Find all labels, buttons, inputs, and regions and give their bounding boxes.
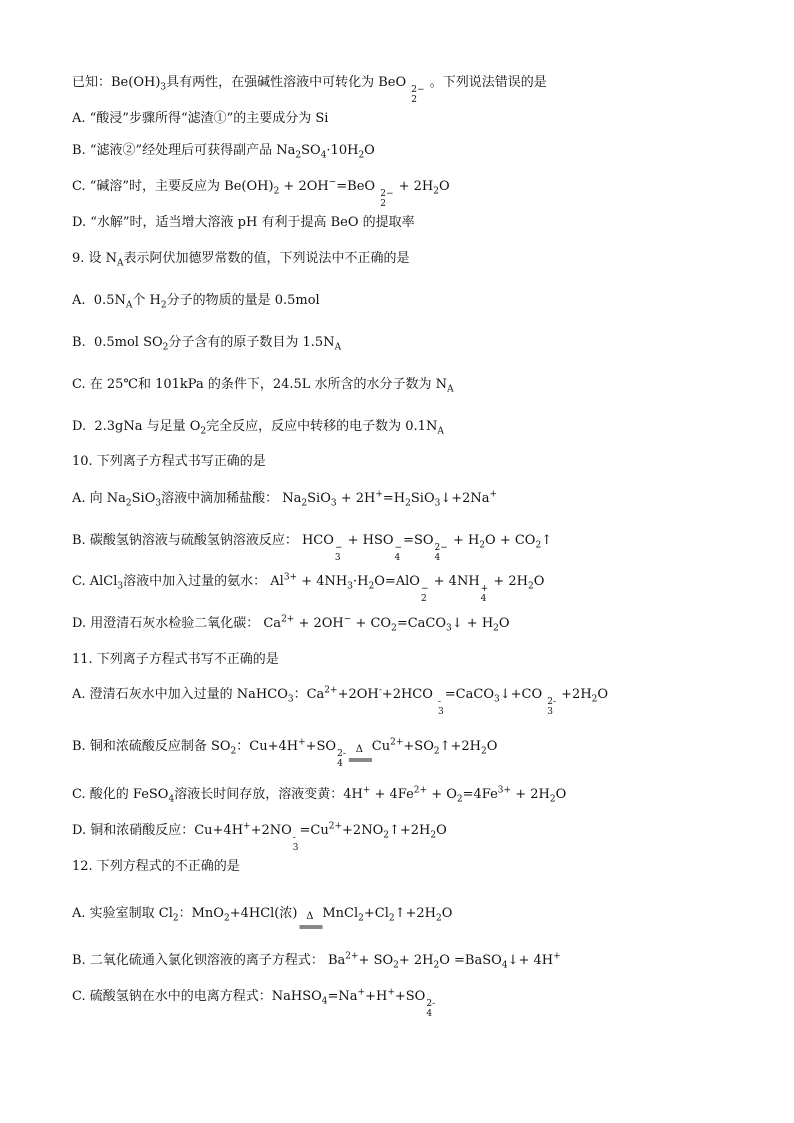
subscript: 3 [446,623,452,634]
charge-superscript: + [480,584,489,594]
charge-subscript: 3 [438,707,444,717]
text-segment: O [555,787,567,802]
subscript: 2 [430,830,437,841]
text-segment: A. 实验室制取 Cl [72,906,173,921]
subscript: 2 [223,913,230,924]
text-line [72,74,547,105]
text-segment: A. 澄清石灰水中加入过量的 NaHCO [72,687,288,702]
text-line [72,453,266,471]
subscript: 2 [405,498,411,509]
text-line [72,214,415,232]
subscript: 2 [388,913,395,924]
text-line [72,250,410,268]
text-segment: =Na [327,989,358,1004]
subscript: 2 [358,913,364,924]
text-segment: +H [365,989,388,1004]
text-segment: D. “水解”时，适当增大溶液 pH 有利于提高 BeO 的提取率 [72,215,415,230]
text-segment: + 2H [336,491,376,506]
text-segment: D. 铜和浓硝酸反应：Cu+4H [72,823,244,838]
reaction-condition-equals [299,911,320,933]
text-segment: + 4NH [297,574,348,589]
subscript: 3 [330,498,337,509]
text-segment: =H [382,491,406,506]
charge-stack [380,189,393,209]
subscript: 3 [434,498,441,509]
text-line [72,651,279,669]
text-segment: =BeO [336,179,380,194]
charge-superscript: 2- [337,749,346,759]
text-segment: 溶液中滴加稀盐酸： Na [161,491,302,506]
text-segment: C. 硫酸氢钠在水中的电离方程式：NaHSO [72,989,322,1004]
heat-condition: Δ [306,911,314,922]
subscript: 2 [391,623,397,634]
text-line [72,905,452,933]
charge-superscript: − [334,543,343,553]
text-segment: O + CO [485,533,536,548]
charge-superscript: - [438,697,442,707]
charge-subscript: 2 [420,594,427,604]
subscript: 2 [591,694,598,705]
subscript: 2 [535,540,542,551]
text-segment: O [486,739,498,754]
text-line [72,292,320,310]
subscript: 2 [433,746,440,757]
text-segment: +2NO [250,823,292,838]
text-segment: D. 用澄清石灰水检验二氧化碳： Ca [72,616,282,631]
text-segment: ↑+2H [388,823,431,838]
superscript: − [328,177,337,188]
text-segment: 个 H [132,293,161,308]
text-segment: 分子含有的原子数目为 1.5N [168,335,335,350]
subscript: 2 [273,186,280,197]
subscript: 4 [321,996,328,1007]
subscript: 2 [172,913,179,924]
text-segment: A. “酸浸”步骤所得“滤渣①”的主要成分为 Si [72,111,329,126]
text-segment: + SO [358,953,394,968]
text-segment: Cu [371,739,391,754]
subscript: 3 [155,498,162,509]
subscript: 2 [230,746,237,757]
text-segment: + 2H [398,953,434,968]
superscript: + [375,489,383,500]
subscript: 2 [301,498,308,509]
text-segment: + HSO [343,533,394,548]
text-segment: ↑+2H [394,906,437,921]
text-segment: B. “滤液②”经处理后可获得副产品 Na [72,143,296,158]
subscript: 2 [200,426,207,437]
text-line [72,952,561,970]
equals-bar: ════ [348,753,370,767]
text-segment: =CaCO [444,687,494,702]
charge-stack [435,543,448,563]
text-segment: 表示阿伏加德罗常数的值，下列说法中不正确的是 [123,251,410,266]
charge-superscript: 2− [434,543,448,553]
text-segment: ·10H [326,143,359,158]
heat-condition: Δ [355,744,363,755]
text-segment: +4HCl(浓) [229,906,298,921]
text-segment: ：Cu+4H [236,739,299,754]
text-segment: +2H [557,687,592,702]
text-segment: ：MnO [178,906,224,921]
subscript: 2 [358,150,365,161]
superscript: 2+ [345,951,359,962]
text-segment: 分子的物质的量是 0.5mol [166,293,320,308]
charge-stack [481,584,489,604]
subscript: 2 [383,830,389,841]
charge-subscript: 3 [334,553,341,563]
text-segment: + 2H [489,574,528,589]
superscript: + [553,951,561,962]
text-line [72,686,608,717]
text-segment: +2HCO [381,687,438,702]
subscript: A [117,258,124,269]
text-segment: O [441,906,453,921]
text-segment: 10. 下列离子方程式书写正确的是 [72,454,266,469]
charge-superscript: − [420,584,429,594]
text-segment: + 2H [394,179,434,194]
text-segment: + 4Fe [370,787,414,802]
text-segment: O [439,179,450,194]
text-segment: ↓+2Na [440,491,490,506]
superscript: + [243,821,251,832]
text-segment: A. 0.5N [72,293,126,308]
text-segment: + 2OH [294,616,344,631]
text-segment: C. AlCl [72,574,118,589]
superscript: 2+ [328,821,343,832]
text-segment: 溶液长时间存放，溶液变黄：4H [174,787,363,802]
subscript: 2 [549,794,556,805]
text-segment: MnCl [322,906,359,921]
text-segment: A. 向 Na [72,491,126,506]
text-segment: 具有两性，在强碱性溶液中可转化为 BeO [166,75,411,90]
text-segment: =Cu [299,823,329,838]
text-segment: + 2OH [279,179,329,194]
subscript: 2 [456,794,463,805]
text-segment: O [364,143,375,158]
equals-bar: ════ [299,920,321,934]
text-segment: + H [448,533,480,548]
text-segment: B. 碳酸氢钠溶液与硫酸氢钠溶液反应： HCO [72,533,334,548]
superscript: 3+ [497,785,512,796]
text-segment: 已知：Be(OH) [72,75,161,90]
charge-superscript: - [292,833,296,843]
text-segment: ：Ca [293,687,325,702]
text-segment: + O [427,787,457,802]
text-line [72,376,454,394]
charge-subscript: 4 [426,1009,433,1019]
superscript: + [362,785,371,796]
text-line [72,573,544,604]
subscript: 4 [168,794,175,805]
text-line [72,178,450,209]
superscript: 2+ [413,785,428,796]
superscript: + [387,987,395,998]
text-segment: +2NO [342,823,384,838]
charge-stack [337,749,346,769]
charge-superscript: − [394,543,403,553]
charge-superscript: 2- [547,697,557,707]
text-line [72,786,566,804]
text-segment: 。下列说法错误的是 [425,75,547,90]
charge-stack [395,543,403,563]
text-segment: 11. 下列离子方程式书写不正确的是 [72,652,279,667]
subscript: 3 [347,581,353,592]
text-line [72,615,510,633]
text-line [72,110,328,128]
text-segment: D. 2.3gNa 与足量 O [72,419,201,434]
charge-stack [293,833,299,853]
subscript: 2 [433,186,439,197]
text-segment: C. 酸化的 FeSO [72,787,169,802]
text-segment: SiO [131,491,156,506]
subscript: 2 [393,960,399,971]
subscript: 2 [162,342,169,353]
text-segment: ·H [352,574,369,589]
text-segment: ↓ + H [451,616,494,631]
reaction-condition-equals [349,744,370,766]
subscript: 2 [125,498,132,509]
superscript: + [357,987,366,998]
superscript: 2+ [390,737,404,748]
subscript: 3 [160,82,167,93]
text-line [72,822,447,853]
text-segment: B. 0.5mol SO [72,335,163,350]
superscript: + [298,737,306,748]
charge-subscript: 4 [394,553,401,563]
charge-subscript: 4 [434,553,441,563]
text-segment: SiO [410,491,435,506]
charge-stack [335,543,343,563]
subscript: A [447,384,454,395]
text-segment: +SO [403,739,434,754]
text-segment: + 4NH [429,574,480,589]
subscript: A [125,300,133,311]
charge-stack [421,584,429,604]
superscript: 3+ [283,572,298,583]
superscript: + [489,489,498,500]
superscript: 2+ [324,685,338,696]
charge-superscript: 2− [380,189,394,199]
text-line [72,142,375,160]
charge-subscript: 2 [380,199,386,209]
text-segment: B. 铜和浓硫酸反应制备 SO [72,739,231,754]
text-segment: C. “碱溶”时，主要反应为 Be(OH) [72,179,274,194]
text-segment: ↓+CO [499,687,547,702]
subscript: A [334,342,342,353]
text-segment: + CO [351,616,392,631]
text-segment: O [597,687,609,702]
charge-subscript: 4 [337,759,343,769]
subscript: 2 [481,746,487,757]
text-line [72,532,552,563]
charge-stack [411,85,424,105]
text-segment: 9. 设 N [72,251,118,266]
text-line [72,418,444,436]
subscript: 2 [433,960,440,971]
superscript: - [378,685,382,696]
charge-subscript: 4 [480,594,487,604]
charge-subscript: 3 [547,707,553,717]
subscript: 4 [320,150,327,161]
text-segment: + 2H [511,787,550,802]
charge-superscript: 2− [411,85,425,95]
text-segment: ↑+2H [439,739,481,754]
charge-stack [547,697,556,717]
text-segment: 完全反应，反应中转移的电子数为 0.1N [206,419,438,434]
text-line [72,988,436,1019]
subscript: 3 [117,581,124,592]
text-line [72,738,497,769]
charge-stack [426,999,435,1019]
subscript: A [437,426,444,437]
subscript: 4 [501,960,508,971]
text-segment: 12. 下列方程式的不正确的是 [72,859,240,874]
text-segment: ↑ [541,533,553,548]
subscript: 2 [295,150,302,161]
text-segment: +2OH [337,687,379,702]
text-segment: SO [301,143,321,158]
text-segment: O [533,574,545,589]
subscript: 2 [479,540,486,551]
text-segment: +Cl [363,906,389,921]
text-line [72,490,497,508]
text-segment: O [498,616,510,631]
text-segment: +SO [305,739,337,754]
text-segment: 溶液中加入过量的氨水： Al [123,574,284,589]
text-line [72,858,240,876]
text-segment: =SO [403,533,434,548]
text-segment: C. 在 25℃和 101kPa 的条件下，24.5L 水所含的水分子数为 N [72,377,448,392]
subscript: 2 [160,300,167,311]
text-line [72,334,341,352]
text-segment: =4Fe [462,787,498,802]
subscript: 2 [436,913,442,924]
superscript: − [343,614,352,625]
text-segment: SiO [307,491,331,506]
subscript: 2 [527,581,534,592]
subscript: 2 [493,623,499,634]
text-segment: =CaCO [396,616,447,631]
text-segment: O =BaSO [439,953,502,968]
text-segment: ↓+ 4H [507,953,554,968]
text-segment: B. 二氧化硫通入氯化钡溶液的离子方程式： Ba [72,953,346,968]
subscript: 3 [287,694,294,705]
text-segment: O [436,823,447,838]
charge-subscript: 3 [292,843,299,853]
text-segment: O=AlO [374,574,420,589]
charge-subscript: 2 [411,95,418,105]
charge-stack [438,697,444,717]
superscript: 2+ [281,614,295,625]
charge-superscript: 2- [426,999,436,1009]
subscript: 3 [493,694,500,705]
text-segment: +SO [394,989,426,1004]
subscript: 2 [368,581,375,592]
